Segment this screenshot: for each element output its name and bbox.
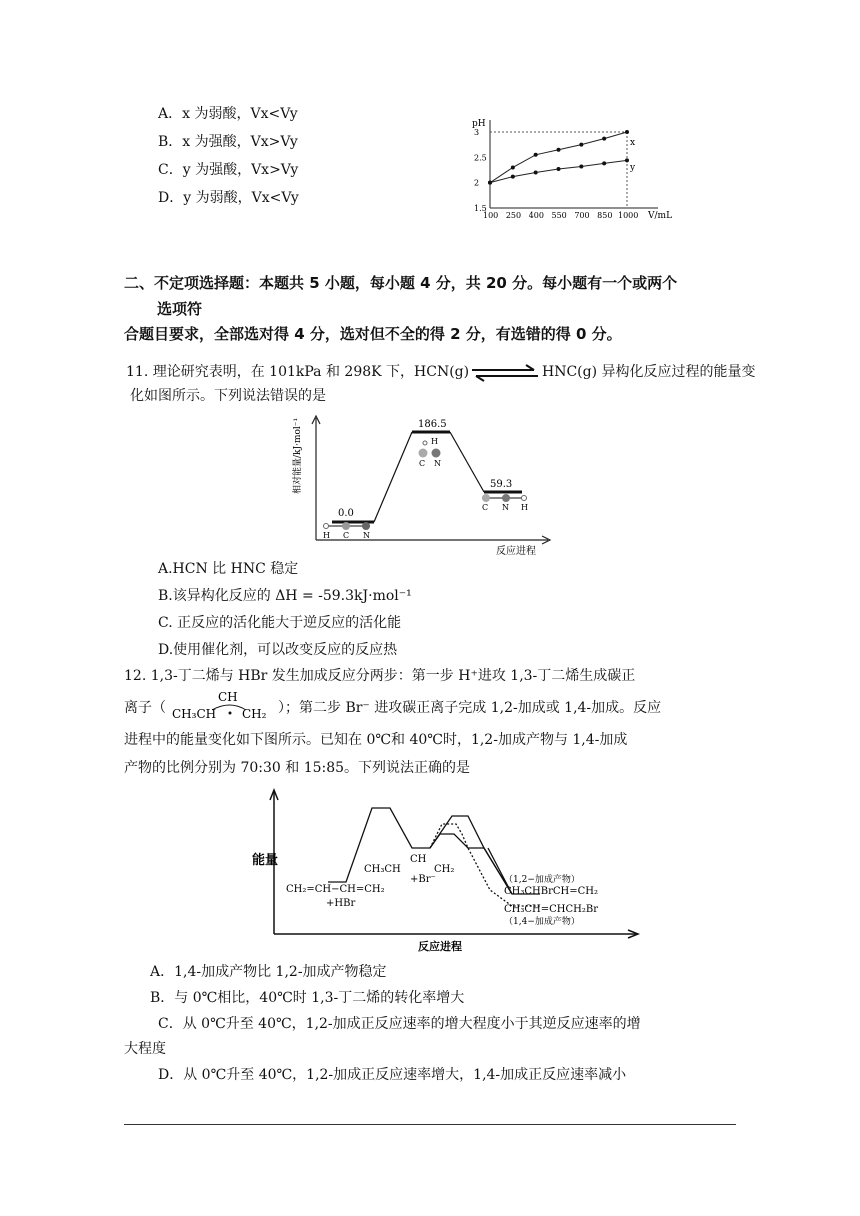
equilibrium-arrow-icon xyxy=(470,364,540,382)
ph-point-y-100 xyxy=(488,181,492,185)
level-label-0: 0.0 xyxy=(338,508,354,519)
ph-series-line-x xyxy=(490,132,627,183)
atom-c-right: C xyxy=(482,503,489,512)
q11-option-b: B.该异构化反应的 ΔH = -59.3kJ·mol⁻¹ xyxy=(158,588,412,604)
q12-option-b: B．与 0℃相比，40℃时 1,3-丁二烯的转化率增大 xyxy=(150,990,465,1006)
ph-ylabel: pH xyxy=(472,119,486,129)
ion-left: CH₃CH xyxy=(172,707,217,721)
hnc-molecule-icon xyxy=(482,494,527,502)
inter-left: CH₃CH xyxy=(364,864,401,875)
level-label-ts: 186.5 xyxy=(418,419,447,430)
ph-point-y-400 xyxy=(534,171,538,175)
hcn-rise-line xyxy=(374,432,412,522)
section2-line1: 二、不定项选择题：本题共 5 小题，每小题 4 分，共 20 分。每小题有一个或两个 xyxy=(124,274,678,292)
q11-option-a: A.HCN 比 HNC 稳定 xyxy=(158,561,299,577)
bd-ylabel: 能量 xyxy=(252,853,279,868)
q10-option-c: C．y 为强酸，Vx>Vy xyxy=(158,162,299,178)
level-label-hnc: 59.3 xyxy=(490,479,513,490)
ph-series-x-label: x xyxy=(630,138,636,148)
atom-c-left: C xyxy=(343,531,350,540)
q12-option-c-cont: 大程度 xyxy=(124,1041,166,1057)
product12-tag: （1,2−加成产物） xyxy=(504,875,580,885)
ion-right: CH₂ xyxy=(242,707,267,721)
atom-h-left: H xyxy=(323,531,330,540)
q10-option-b: B．x 为强酸，Vx>Vy xyxy=(158,134,298,150)
product14-tag: （1,4−加成产物） xyxy=(504,917,580,927)
q11-stem-c: 化如图所示。下列说法错误的是 xyxy=(130,388,326,404)
q12-option-c: C．从 0℃升至 40℃，1,2-加成正反应速率的增大程度小于其逆反应速率的增 xyxy=(158,1016,641,1032)
atom-n-left: N xyxy=(363,531,370,540)
q10-option-a: A．x 为弱酸，Vx<Vy xyxy=(158,106,298,122)
carbocation-structure xyxy=(168,688,276,722)
ph-xtick-550: 550 xyxy=(551,211,567,220)
ph-point-y-700 xyxy=(579,164,583,168)
product12: CH₃CHBrCH=CH₂ xyxy=(504,886,599,897)
inter-right: CH₂ xyxy=(434,864,455,875)
ph-xtick-700: 700 xyxy=(574,211,590,220)
ion-arc-icon xyxy=(212,705,246,710)
ph-ytick-1.5: 1.5 xyxy=(474,204,487,213)
q12-line1: 12. 1,3-丁二烯与 HBr 发生加成反应分两步：第一步 H⁺进攻 1,3-丁二烯生成碳正 xyxy=(124,668,636,684)
product14: CH₃CH=CHCH₂Br xyxy=(504,904,599,915)
ion-charge-dot-icon xyxy=(229,712,232,715)
inter-top: CH xyxy=(410,854,427,865)
ph-point-x-700 xyxy=(579,143,583,147)
q11-option-d: D.使用催化剂，可以改变反应的反应热 xyxy=(158,642,398,658)
atom-n-ts: N xyxy=(434,459,441,468)
ph-point-y-1000 xyxy=(625,158,629,162)
q12-line4: 产物的比例分别为 70:30 和 15:85。下列说法正确的是 xyxy=(124,760,471,776)
bottom-rule xyxy=(124,1124,736,1125)
ph-xtick-400: 400 xyxy=(528,211,544,220)
q12-line2a: 离子（ xyxy=(124,700,166,716)
reactant2: +HBr xyxy=(326,898,356,909)
ph-point-y-250 xyxy=(511,175,515,179)
atom-h-right: H xyxy=(521,503,528,512)
q12-option-a: A．1,4-加成产物比 1,2-加成产物稳定 xyxy=(150,964,387,980)
butadiene-energy-diagram xyxy=(250,786,650,956)
q10-option-d: D．y 为弱酸，Vx<Vy xyxy=(158,190,299,206)
ph-series-line-y xyxy=(490,160,627,182)
ph-xtick-850: 850 xyxy=(597,211,613,220)
ph-ytick-2.5: 2.5 xyxy=(474,153,487,163)
ion-top: CH xyxy=(218,690,238,704)
reactant1: CH₂=CH−CH=CH₂ xyxy=(286,884,385,895)
section2-line2: 选项符 xyxy=(157,300,203,318)
hcn-fall-line xyxy=(450,432,484,492)
q12-option-d: D．从 0℃升至 40℃，1,2-加成正反应速率增大，1,4-加成正反应速率减小 xyxy=(158,1067,627,1083)
ph-point-x-400 xyxy=(534,153,538,157)
inter-br: +Br⁻ xyxy=(410,874,436,885)
section2-line3: 合题目要求，全部选对得 4 分，选对但不全的得 2 分，有选错的得 0 分。 xyxy=(124,325,622,343)
ph-point-x-250 xyxy=(511,165,515,169)
atom-c-ts: C xyxy=(419,459,426,468)
ph-point-y-550 xyxy=(557,167,561,171)
hcn-xlabel: 反应进程 xyxy=(496,546,536,557)
ph-point-x-850 xyxy=(602,137,606,141)
bd-xlabel: 反应进程 xyxy=(418,940,462,953)
ph-series-y-label: y xyxy=(630,163,636,173)
ph-point-y-850 xyxy=(602,161,606,165)
ph-xtick-1000: 1000 xyxy=(618,211,639,220)
q12-line2b: ）；第二步 Br⁻ 进攻碳正离子完成 1,2-加成或 1,4-加成。反应 xyxy=(278,700,662,716)
hcn-ylabel: 相对能量/kJ·mol⁻¹ xyxy=(293,417,303,494)
q11-stem-b: HNC(g) 异构化反应过程的能量变 xyxy=(542,364,756,380)
hcn-energy-diagram xyxy=(286,412,566,558)
ph-point-x-1000 xyxy=(625,130,629,134)
q12-line3: 进程中的能量变化如下图所示。已知在 0℃和 40℃时，1,2-加成产物与 1,4-加成 xyxy=(124,732,628,748)
ph-chart xyxy=(470,112,680,222)
ph-point-x-550 xyxy=(557,148,561,152)
ph-xtick-250: 250 xyxy=(505,211,522,220)
q11-option-c: C. 正反应的活化能大于逆反应的活化能 xyxy=(158,615,402,631)
ph-xlabel: V/mL xyxy=(648,211,673,221)
q11-stem-a: 11. 理论研究表明，在 101kPa 和 298K 下，HCN(g) xyxy=(126,364,470,380)
atom-h-ts: H xyxy=(431,437,438,446)
ph-xtick-100: 100 xyxy=(483,211,499,220)
atom-n-right: N xyxy=(502,503,509,512)
ph-ytick-3: 3 xyxy=(474,128,480,137)
ph-ytick-2: 2 xyxy=(474,178,480,188)
